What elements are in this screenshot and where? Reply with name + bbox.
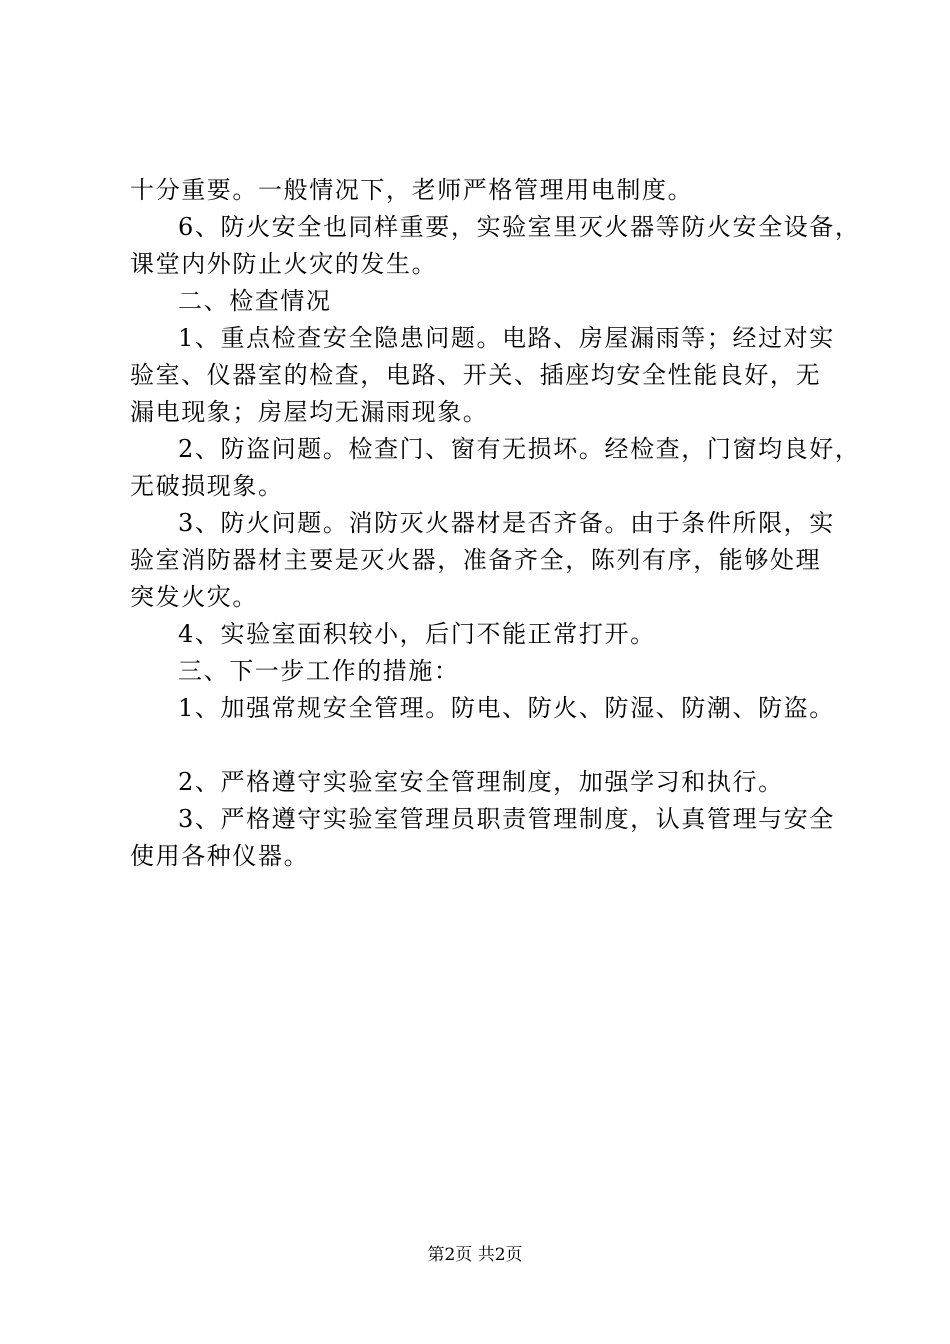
document-body — [130, 172, 861, 875]
blank-line — [130, 727, 840, 764]
paragraph-line: 3、严格遵守实验室管理员职责管理制度，认真管理与安全 — [178, 805, 835, 833]
paragraph-line: 1、重点检查安全隐患问题。电路、房屋漏雨等；经过对实 — [178, 324, 835, 352]
paragraph-line: 3、防火问题。消防灭火器材是否齐备。由于条件所限，实 — [178, 509, 835, 537]
paragraph-line: 使用各种仪器。 — [130, 842, 310, 870]
section-heading: 二、检查情况 — [178, 287, 332, 315]
paragraph-line: 2、严格遵守实验室安全管理制度，加强学习和执行。 — [178, 768, 784, 796]
paragraph-line: 2、防盗问题。检查门、窗有无损坏。经检查，门窗均良好， — [178, 435, 861, 463]
section-heading: 三、下一步工作的措施： — [178, 657, 460, 685]
paragraph-line: 漏电现象；房屋均无漏雨现象。 — [130, 398, 489, 426]
paragraph-line: 验室、仪器室的检查，电路、开关、插座均安全性能良好，无 — [130, 361, 822, 389]
paragraph-line: 验室消防器材主要是灭火器，准备齐全，陈列有序，能够处理 — [130, 546, 822, 574]
paragraph-line: 1、加强常规安全管理。防电、防火、防湿、防潮、防盗。 — [178, 694, 835, 722]
paragraph-line: 课堂内外防止火灾的发生。 — [130, 250, 438, 278]
paragraph-line: 4、实验室面积较小，后门不能正常打开。 — [178, 620, 656, 648]
paragraph-line: 无破损现象。 — [130, 472, 284, 500]
paragraph-line: 6、防火安全也同样重要，实验室里灭火器等防火安全设备， — [178, 213, 861, 241]
paragraph-line: 突发火灾。 — [130, 583, 258, 611]
paragraph-line: 十分重要。一般情况下，老师严格管理用电制度。 — [130, 176, 694, 204]
page-footer: 第2页 共2页 — [427, 1245, 523, 1265]
